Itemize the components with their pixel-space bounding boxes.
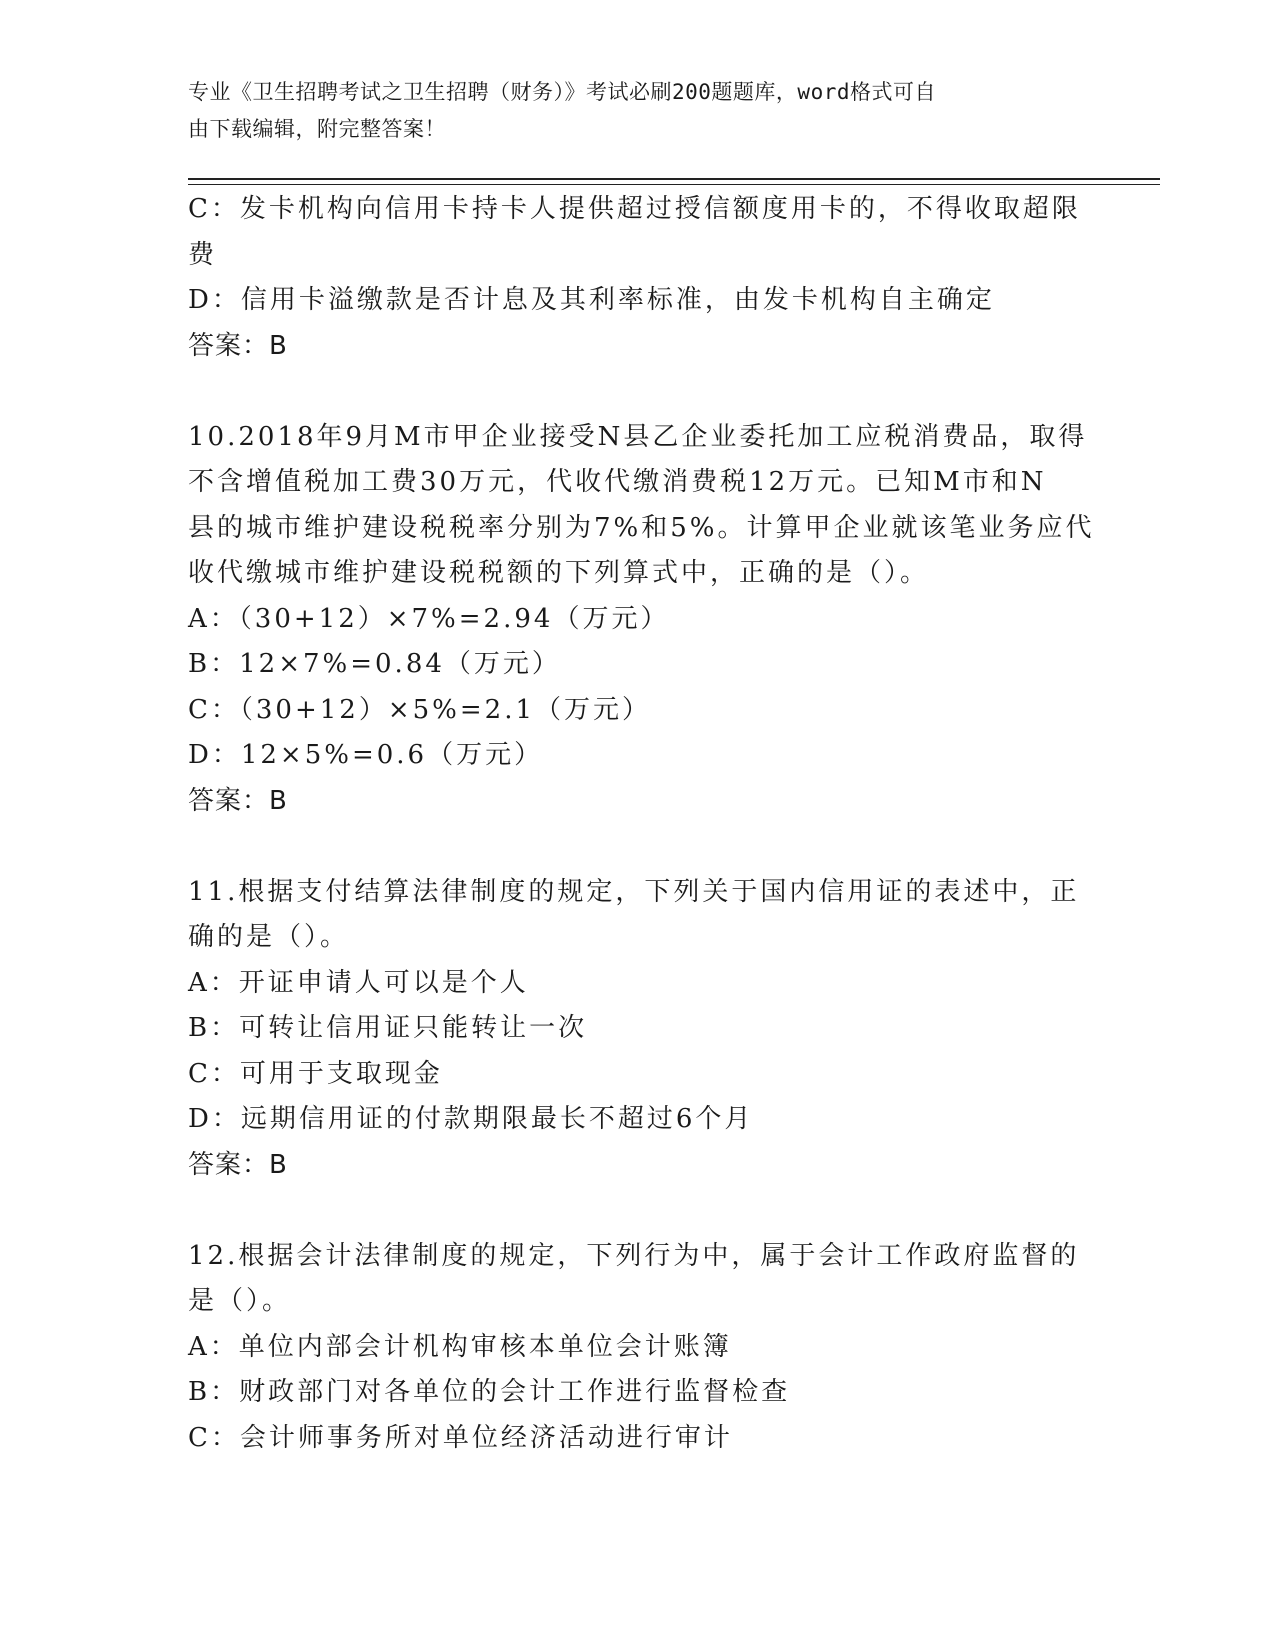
option-c: C：（30+12）×5%=2.1（万元） (188, 694, 652, 725)
question-list (188, 187, 1095, 1461)
page-header (188, 74, 1068, 148)
question-stem: 是（）。 (188, 1286, 292, 1316)
header-line-2: 由下载编辑，附完整答案！ (188, 117, 446, 141)
question-11 (188, 870, 1088, 1189)
option-d: D：12×5%=0.6（万元） (188, 740, 544, 770)
option-b: B：可转让信用证只能转让一次 (188, 1013, 588, 1043)
answer: 答案：B (188, 785, 288, 816)
option-d: D：信用卡溢缴款是否计息及其利率标准，由发卡机构自主确定 (188, 285, 995, 315)
answer: 答案：B (188, 1149, 288, 1180)
option-d: D：远期信用证的付款期限最长不超过6个月 (188, 1104, 754, 1134)
option-c: C：发卡机构向信用卡持卡人提供超过授信额度用卡的，不得收取超限 (188, 194, 1081, 224)
question-9-continued (188, 187, 1088, 369)
spacer (188, 1188, 1088, 1234)
question-12 (188, 1234, 1088, 1462)
question-stem: 收代缴城市维护建设税税额的下列算式中，正确的是（）。 (188, 558, 930, 588)
option-a: A：单位内部会计机构审核本单位会计账簿 (188, 1331, 732, 1362)
question-stem: 不含增值税加工费30万元，代收代缴消费税12万元。已知M市和N (188, 467, 1047, 497)
header-divider (188, 178, 1160, 185)
question-10 (188, 415, 1095, 825)
option-a: A：开证申请人可以是个人 (188, 967, 529, 998)
option-c: C：可用于支取现金 (188, 1058, 443, 1089)
question-stem: 11.根据支付结算法律制度的规定，下列关于国内信用证的表述中，正 (188, 876, 1080, 907)
option-b: B：财政部门对各单位的会计工作进行监督检查 (188, 1377, 791, 1407)
header-line-1: 专业《卫生招聘考试之卫生招聘（财务）》考试必刷200题题库，word格式可自 (188, 80, 936, 104)
option-c-continued: 费 (188, 239, 218, 270)
option-a: A：（30+12）×7%=2.94（万元） (188, 603, 670, 634)
answer: 答案：B (188, 330, 288, 361)
spacer (188, 824, 1088, 870)
option-c: C：会计师事务所对单位经济活动进行审计 (188, 1422, 733, 1453)
question-stem: 县的城市维护建设税税率分别为7%和5%。计算甲企业就该笔业务应代 (188, 512, 1095, 543)
question-stem: 确的是（）。 (188, 922, 350, 952)
spacer (188, 369, 1088, 415)
option-b: B：12×7%=0.84（万元） (188, 649, 561, 679)
question-stem: 12.根据会计法律制度的规定，下列行为中，属于会计工作政府监督的 (188, 1240, 1080, 1271)
question-stem: 10.2018年9月M市甲企业接受N县乙企业委托加工应税消费品，取得 (188, 421, 1088, 452)
